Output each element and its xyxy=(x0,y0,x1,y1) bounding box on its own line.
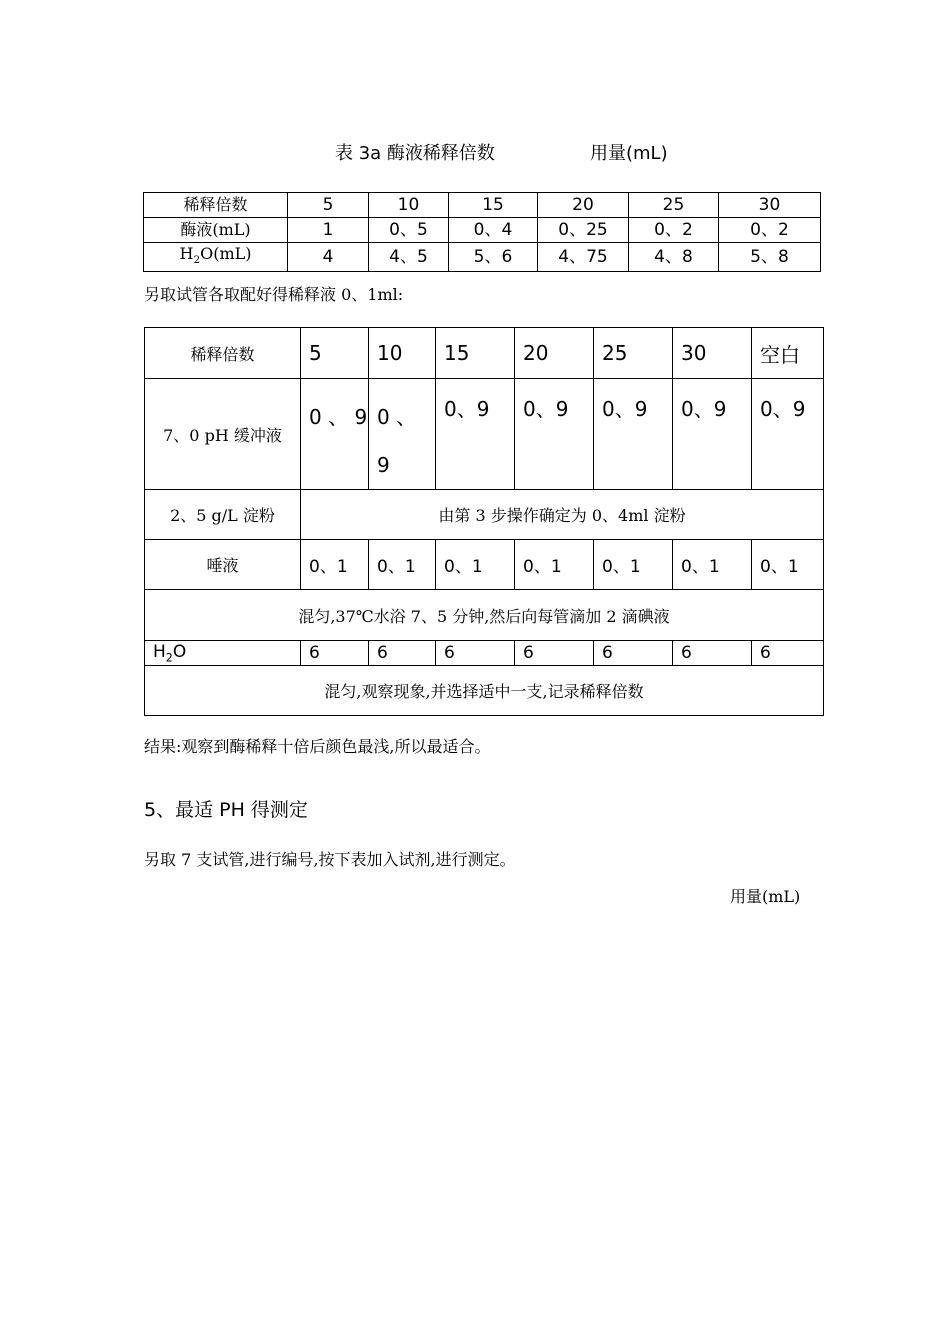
note-text: 另取试管各取配好得稀释液 0、1ml: xyxy=(144,285,404,304)
table-cell: 30 xyxy=(719,193,821,218)
table-row xyxy=(145,328,824,379)
table-row xyxy=(145,590,824,641)
table-row xyxy=(145,641,824,666)
table-cell: 20 xyxy=(515,328,594,379)
table-cell: 0、1 xyxy=(752,540,824,590)
table-cell: 1 xyxy=(288,218,369,243)
table-row xyxy=(144,218,821,243)
table-row xyxy=(145,490,824,540)
table-cell: 0、1 xyxy=(369,540,436,590)
table-cell: 0、9 xyxy=(515,379,594,490)
table-cell: 4 xyxy=(288,243,369,272)
table1-unit: 用量(mL) xyxy=(590,143,668,164)
table-cell: 10 xyxy=(369,193,449,218)
table-cell: 0、5 xyxy=(369,218,449,243)
merged-cell: 由第 3 步操作确定为 0、4ml 淀粉 xyxy=(301,490,824,540)
table-cell: 6 xyxy=(594,641,673,666)
table-cell: 6 xyxy=(436,641,515,666)
table-cell: 0、1 xyxy=(436,540,515,590)
table-cell: 20 xyxy=(538,193,629,218)
table-cell: 10 xyxy=(369,328,436,379)
assay-table xyxy=(144,327,824,716)
table1-caption: 表 3a 酶液稀释倍数 xyxy=(335,143,495,164)
merged-cell: 混匀,观察现象,并选择适中一支,记录稀释倍数 xyxy=(145,666,824,716)
section-heading: 5、最适 PH 得测定 xyxy=(144,799,308,821)
row-label: 唾液 xyxy=(145,540,301,590)
table-cell: 0 、 9 xyxy=(301,379,369,490)
table-cell: 6 xyxy=(301,641,369,666)
table-cell: 25 xyxy=(594,328,673,379)
table-cell: 15 xyxy=(449,193,538,218)
unit-label: 用量(mL) xyxy=(730,887,801,906)
table-cell: 0、4 xyxy=(449,218,538,243)
table-row xyxy=(145,540,824,590)
table-cell: 30 xyxy=(673,328,752,379)
table-cell: 0、1 xyxy=(594,540,673,590)
paragraph: 另取 7 支试管,进行编号,按下表加入试剂,进行测定。 xyxy=(144,850,516,869)
table-cell: 0 、 9 xyxy=(369,379,436,490)
table-cell: 0、25 xyxy=(538,218,629,243)
table-cell: 6 xyxy=(673,641,752,666)
table-cell: 4、8 xyxy=(629,243,719,272)
table-cell: 15 xyxy=(436,328,515,379)
table-row xyxy=(145,666,824,716)
merged-cell: 混匀,37℃水浴 7、5 分钟,然后向每管滴加 2 滴碘液 xyxy=(145,590,824,641)
table-cell: 5 xyxy=(301,328,369,379)
table-cell: 6 xyxy=(369,641,436,666)
table-cell: 5 xyxy=(288,193,369,218)
table-cell: 6 xyxy=(752,641,824,666)
row-label: $H_2O$ xyxy=(145,641,301,666)
table-row xyxy=(145,379,824,490)
row-label: 7、0 pH 缓冲液 xyxy=(145,379,301,490)
table-cell: 0、1 xyxy=(673,540,752,590)
table-cell: 空白 xyxy=(752,328,824,379)
row-label: 2、5 g/L 淀粉 xyxy=(145,490,301,540)
table-cell: 4、5 xyxy=(369,243,449,272)
row-label: $H_2O(mL)$ xyxy=(144,243,288,272)
table-row xyxy=(144,243,821,272)
table-cell: 25 xyxy=(629,193,719,218)
row-label: 酶液(mL) xyxy=(144,218,288,243)
table-cell: 0、9 xyxy=(673,379,752,490)
table-cell: 0、9 xyxy=(752,379,824,490)
table-cell: 0、9 xyxy=(436,379,515,490)
result-text: 结果:观察到酶稀释十倍后颜色最浅,所以最适合。 xyxy=(144,737,491,756)
table-cell: 0、2 xyxy=(629,218,719,243)
table-cell: 0、2 xyxy=(719,218,821,243)
table-row xyxy=(144,193,821,218)
row-label: 稀释倍数 xyxy=(144,193,288,218)
row-label: 稀释倍数 xyxy=(145,328,301,379)
table-cell: 5、6 xyxy=(449,243,538,272)
table-cell: 5、8 xyxy=(719,243,821,272)
table-cell: 6 xyxy=(515,641,594,666)
table-cell: 0、1 xyxy=(301,540,369,590)
table-cell: 4、75 xyxy=(538,243,629,272)
table-cell: 0、9 xyxy=(594,379,673,490)
table-cell: 0、1 xyxy=(515,540,594,590)
dilution-table xyxy=(143,192,821,272)
